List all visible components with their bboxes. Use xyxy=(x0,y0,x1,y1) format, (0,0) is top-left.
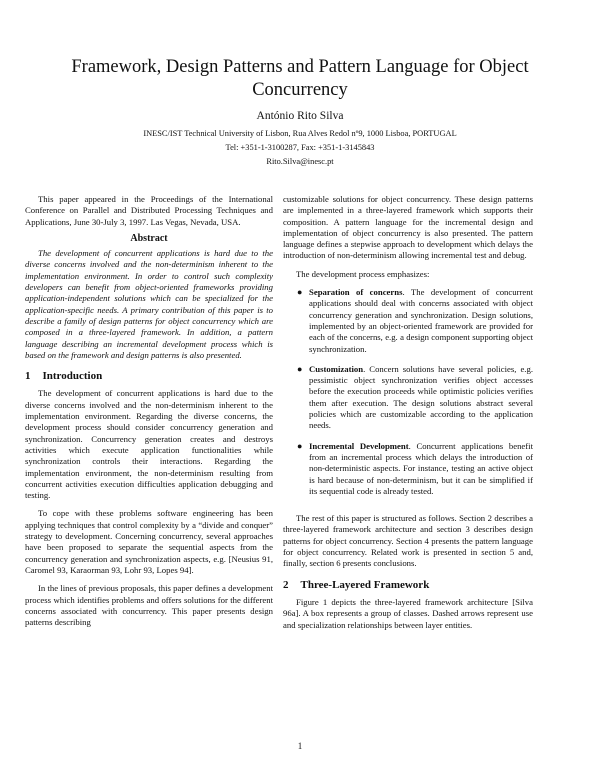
section-heading-introduction xyxy=(25,371,273,382)
paper-title: Framework, Design Patterns and Pattern Language for Object Concurrency xyxy=(71,57,529,100)
proceedings-note: This paper appeared in the Proceedings of the International Conference on Parallel and Distributed Processing Techniques and Applications, June 30-July 3, 1997. Las Vegas, Nevada, USA. xyxy=(25,194,273,227)
list-term: Incremental Development xyxy=(309,440,409,451)
list-item xyxy=(283,287,533,355)
right-column xyxy=(283,194,533,631)
bullet-icon: ● xyxy=(297,287,303,298)
list-text: . Concern solutions have several policies, e.g. pessimistic object synchronization verifies object accesses before the execution proceeds while optimistic policies verifies them after execution. The design solutions abstract several policies which are customizable according to the application needs. xyxy=(309,363,533,431)
emphasis-list xyxy=(283,287,533,497)
page-number: 1 xyxy=(297,741,303,751)
section-heading-framework xyxy=(283,580,533,591)
list-term: Customization xyxy=(309,363,364,374)
section-number: 2 xyxy=(283,578,289,591)
paragraph: The development process emphasizes: xyxy=(296,268,430,279)
paragraph: In the lines of previous proposals, this paper defines a development process which identifies problems and offers solutions for the different concerns associated with concurrency. This paper presents design patterns describing xyxy=(25,583,273,628)
list-item xyxy=(283,364,533,432)
abstract-text: The development of concurrent applications is hard due to the diverse concerns involved and the non-determinism inherent to the implementation environment. In order to control such complexity developers can benefit from object-oriented frameworks providing application-independent solutions which can be specialized for the application-specific needs. A primary contribution of this paper is to describe a family of design patterns for object concurrency which are composed in a three-layered framework. In addition, a pattern language describing an incremental development process which is based on the framework and design patterns is also presented. xyxy=(25,248,273,360)
bullet-icon: ● xyxy=(297,363,303,374)
paragraph: Figure 1 depicts the three-layered framework architecture [Silva 96a]. A box represents a group of classes. Dashed arrows represent use and specialization relationships between layer entities. xyxy=(283,596,533,630)
section-number: 1 xyxy=(25,370,31,383)
bullet-icon: ● xyxy=(297,440,303,451)
abstract-heading: Abstract xyxy=(130,232,168,244)
email: Rito.Silva@inesc.pt xyxy=(266,157,334,166)
list-text: . Concurrent applications benefit from an incremental process which delays the introduction of non-deterministic aspects. For instance, testing an active object is hard because of non-determinism, but it can be simplified if its sequential code is already tested. xyxy=(309,440,533,496)
affiliation: INESC/IST Technical University of Lisbon, Rua Alves Redol nº9, 1000 Lisboa, PORTUGAL xyxy=(143,129,457,138)
paragraph: The development of concurrent applications is hard due to the diverse concerns involved and the non-determinism inherent to the implementation environment. Regarding the diverse concerns, the development process should consider concurrency generation and synchronization. Concurrency generation creates and destroys activities which execute application functionalities while synchronization controls their interactions. Regarding the implementation environment, the non-determinism resulting from concurrent activities execution difficulties application debugging and testing. xyxy=(25,388,273,501)
paragraph: customizable solutions for object concurrency. These design patterns are implemented in a three-layered framework which supports their composition. A pattern language for the incremental design and implementation of object concurrency is also presented. The pattern language defines a stepwise approach to development which delays the introduction of non-determinism allowing incremental test and debug. xyxy=(283,194,533,261)
paragraph: To cope with these problems software engineering has been applying techniques that control complexity by a “divide and conquer” strategy to development. Concerning concurrency, several approaches have been proposed to separate the sequential aspects from the concurrency generation and synchronization aspects, e.g. [Neusius 91, Caromel 93, Karaorman 93, Lohr 93, Lopes 94]. xyxy=(25,508,273,575)
section-title: Three-Layered Framework xyxy=(300,578,430,591)
list-text: . The development of concurrent applications should deal with concerns associated with object concurrency generation and synchronization. Design solutions, implemented by an object-oriented framework are provided for each of the concerns, e.g. a design component supporting object synchronization. xyxy=(309,287,533,354)
author-name: António Rito Silva xyxy=(256,110,344,122)
paragraph: The rest of this paper is structured as follows. Section 2 describes a three-layered framework architecture and section 3 describes design patterns for object concurrency. Section 4 presents the pattern language for object concurrency. Related work is presented in section 5 and, finally, section 6 presents conclusions. xyxy=(283,513,533,569)
left-column xyxy=(25,194,273,628)
section-title: Introduction xyxy=(42,370,103,383)
list-term: Separation of concerns xyxy=(309,287,403,298)
contact-line: Tel: +351-1-3100287, Fax: +351-1-3145843 xyxy=(225,143,375,152)
list-item xyxy=(283,441,533,497)
